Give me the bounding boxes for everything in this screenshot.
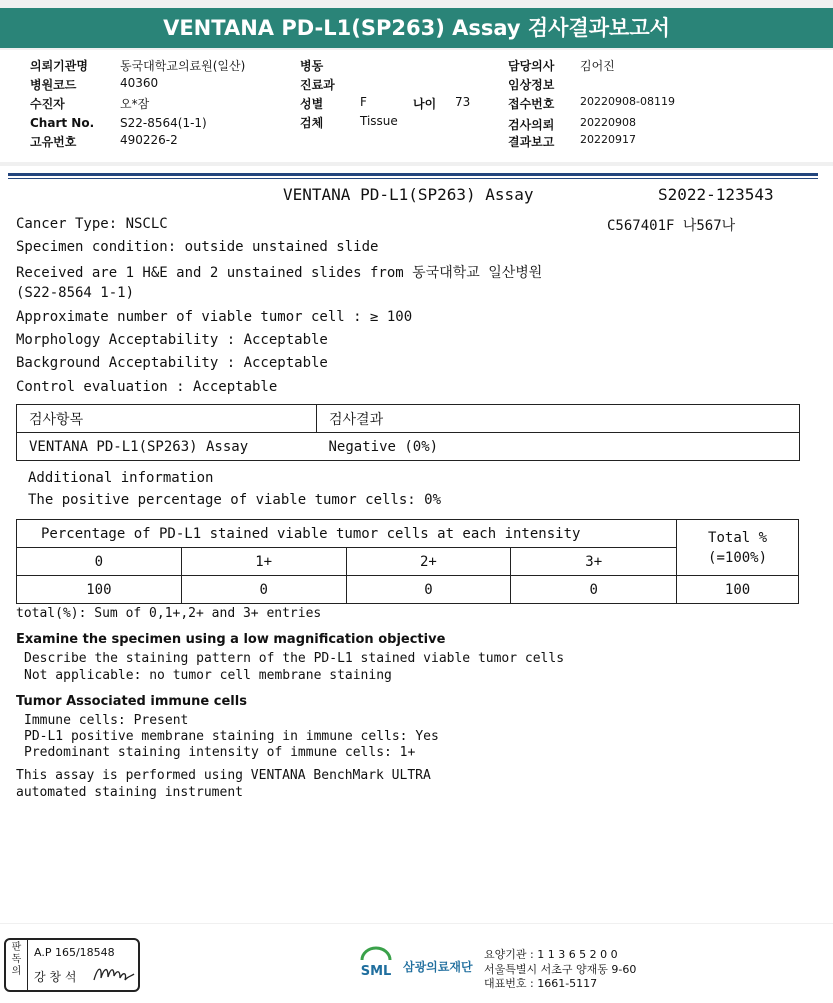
intensity-value: 0 [346,576,511,604]
info-label: 병동 [300,59,324,73]
info-value: 40360 [120,76,159,90]
closing-line: automated staining instrument [16,785,243,800]
sml-logo-icon [356,946,396,980]
info-label: 의뢰기관명 [30,59,88,73]
info-label: 담당의사 [508,59,555,73]
info-label: 결과보고 [508,135,555,149]
info-label: 검사의뢰 [508,118,555,132]
report-line: (S22-8564 1-1) [16,285,135,301]
pathologist-signature-box [4,938,140,992]
logo-text: SML [360,964,392,979]
examine-line: Not applicable: no tumor cell membrane staining [24,668,392,683]
assay-title: VENTANA PD-L1(SP263) Assay [283,185,534,204]
immune-line: Predominant staining intensity of immune cells: 1+ [24,745,416,760]
result-value: Negative (0%) [317,433,800,461]
divider [8,178,818,179]
result-header-result: 검사결과 [317,405,800,433]
report-header [0,8,833,48]
intensity-value: 100 [17,576,182,604]
info-value: F [360,95,367,109]
report-line: Received are 1 H&E and 2 unstained slides from 동국대학교 일산병원 [16,265,543,281]
intensity-header: 0 [17,548,182,576]
report-line: Approximate number of viable tumor cell : ≥ 100 [16,309,413,325]
report-body [0,166,833,923]
info-value: Tissue [360,114,398,128]
info-value: 김어진 [580,59,615,73]
info-label: 나이 [413,97,437,111]
info-label: 병원코드 [30,78,77,92]
info-value: 동국대학교의료원(일산) [120,59,246,73]
info-value: 73 [455,95,471,109]
result-header-item: 검사항목 [17,405,317,433]
signature-icon [92,962,136,986]
divider [8,173,818,176]
report-line: Specimen condition: outside unstained slide [16,239,379,255]
immune-heading: Tumor Associated immune cells [16,694,247,709]
examine-heading: Examine the specimen using a low magnification objective [16,632,446,647]
info-label: 접수번호 [508,97,555,111]
info-label: 임상정보 [508,78,555,92]
report-line: Cancer Type: NSCLC [16,216,168,232]
sign-side-label [6,940,28,990]
info-label: 성별 [300,97,324,111]
sign-side-text: 판독의 [11,942,22,977]
result-item: VENTANA PD-L1(SP263) Assay [17,433,317,461]
patient-info-panel [0,50,833,162]
org-address: 서울특별시 서초구 양재동 9-60 [484,963,637,976]
examine-line: Describe the staining pattern of the PD-L1 stained viable tumor cells [24,651,565,666]
report-line: Background Acceptability : Acceptable [16,355,328,371]
org-phone: 대표번호 : 1661-5117 [484,977,598,990]
intensity-value: 0 [511,576,677,604]
closing-line: This assay is performed using VENTANA BenchMark ULTRA [16,768,431,783]
intensity-table [16,519,799,604]
info-label: Chart No. [30,116,95,130]
info-value: 20220908-08119 [580,95,675,108]
intensity-header: 2+ [346,548,511,576]
intensity-caption: Percentage of PD-L1 stained viable tumor cells at each intensity [17,520,677,548]
info-label: 진료과 [300,78,335,92]
info-value: 20220908 [580,116,636,129]
report-line: Morphology Acceptability : Acceptable [16,332,328,348]
block-code: C567401F 나567나 [607,218,736,234]
info-label: 고유번호 [30,135,77,149]
additional-text: The positive percentage of viable tumor cells: 0% [28,492,442,508]
org-name: 삼광의료재단 [403,960,473,974]
intensity-header: 3+ [511,548,677,576]
immune-line: Immune cells: Present [24,713,189,728]
total-label: Total % [708,529,768,546]
org-code: 요양기관 : 1 1 3 6 5 2 0 0 [484,948,618,961]
additional-heading: Additional information [28,470,214,486]
total-value: 100 [677,576,799,604]
report-line: Control evaluation : Acceptable [16,379,278,395]
total-label-sub: (=100%) [708,549,768,566]
doctor-name: 강 창 석 [34,970,77,984]
info-value: 20220917 [580,133,636,146]
total-note: total(%): Sum of 0,1+,2+ and 3+ entries [16,606,322,621]
report-footer [0,924,833,1003]
intensity-value: 0 [181,576,346,604]
result-table [16,404,800,461]
report-title: VENTANA PD-L1(SP263) Assay 검사결과보고서 [163,16,670,40]
doctor-id: A.P 165/18548 [34,946,115,959]
info-value: S22-8564(1-1) [120,116,207,130]
report-number: S2022-123543 [658,185,774,204]
immune-line: PD-L1 positive membrane staining in immune cells: Yes [24,729,439,744]
info-label: 수진자 [30,97,65,111]
intensity-header: 1+ [181,548,346,576]
info-label: 검체 [300,116,324,130]
info-value: 오*잠 [120,97,150,111]
info-value: 490226-2 [120,133,178,147]
total-header [677,520,799,576]
